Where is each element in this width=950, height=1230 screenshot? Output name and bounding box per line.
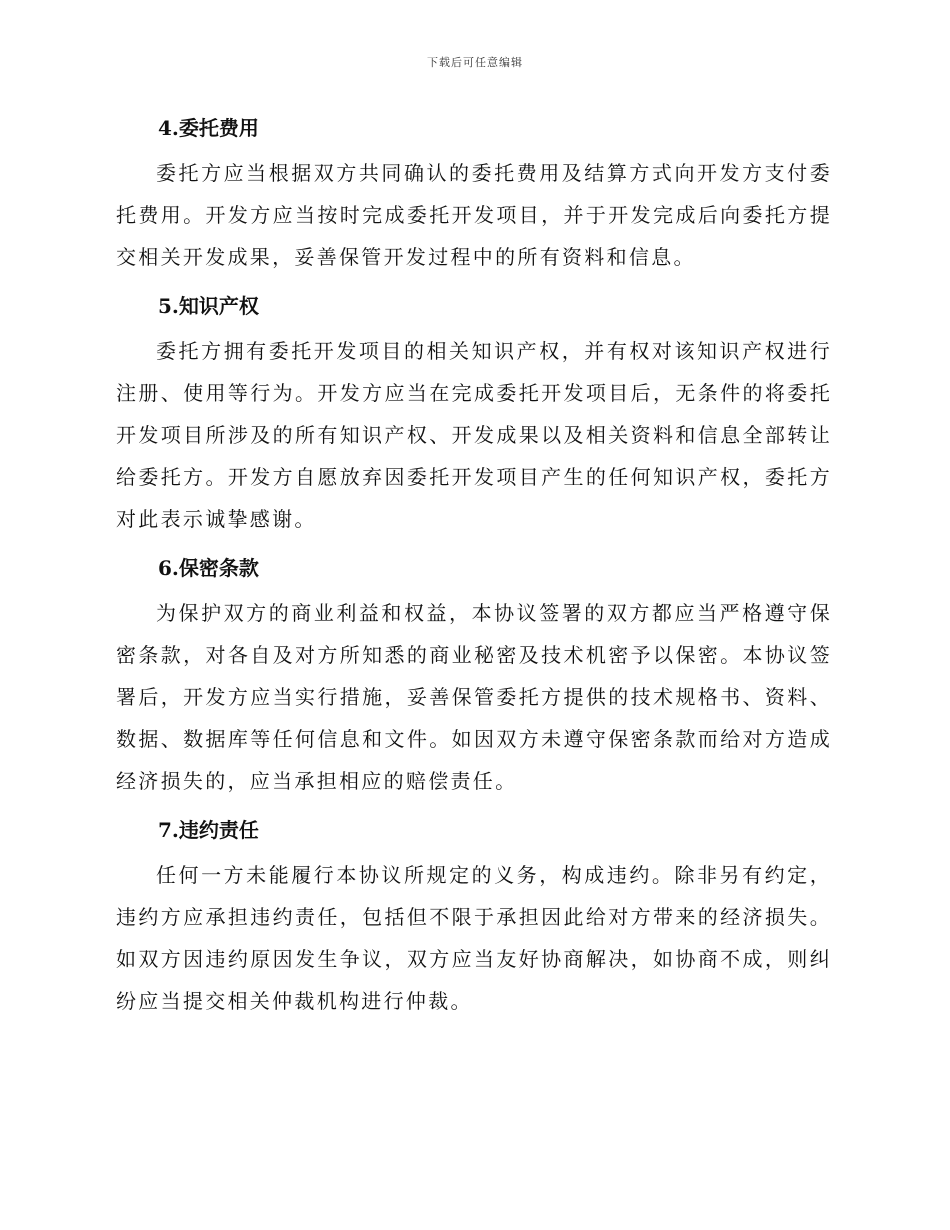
section-breach-liability: [116, 812, 832, 1022]
section-confidentiality: [116, 550, 832, 802]
section-paragraph: 委托方拥有委托开发项目的相关知识产权，并有权对该知识产权进行注册、使用等行为。开发方应当在完成委托开发项目后，无条件的将委托开发项目所涉及的所有知识产权、开发成果以及相关资料和信息全部转让给委托方。开发方自愿放弃因委托开发项目产生的任何知识产权，委托方对此表示诚挚感谢。: [116, 339, 832, 531]
section-paragraph: 为保护双方的商业利益和权益，本协议签署的双方都应当严格遵守保密条款，对各自及对方所知悉的商业秘密及技术机密予以保密。本协议签署后，开发方应当实行措施，妥善保管委托方提供的技术规格书、资料、数据、数据库等任何信息和文件。如因双方未遵守保密条款而给对方造成经济损失的，应当承担相应的赔偿责任。: [116, 601, 832, 793]
section-title: 5.知识产权: [158, 294, 259, 318]
header-note: 下载后可任意编辑: [427, 56, 523, 69]
section-intellectual-property: [116, 288, 832, 540]
section-paragraph: 委托方应当根据双方共同确认的委托费用及结算方式向开发方支付委托费用。开发方应当按时完成委托开发项目，并于开发完成后向委托方提交相关开发成果，妥善保管开发过程中的所有资料和信息。: [116, 161, 832, 269]
section-paragraph: 任何一方未能履行本协议所规定的义务，构成违约。除非另有约定，违约方应承担违约责任，包括但不限于承担因此给对方带来的经济损失。如双方因违约原因发生争议，双方应当友好协商解决，如协商不成，则纠纷应当提交相关仲裁机构进行仲裁。: [116, 863, 832, 1013]
section-title: 6.保密条款: [158, 556, 259, 580]
section-title: 4.委托费用: [158, 116, 259, 140]
section-fees: [116, 110, 832, 278]
document-body: [116, 110, 832, 1032]
section-title: 7.违约责任: [158, 818, 259, 842]
